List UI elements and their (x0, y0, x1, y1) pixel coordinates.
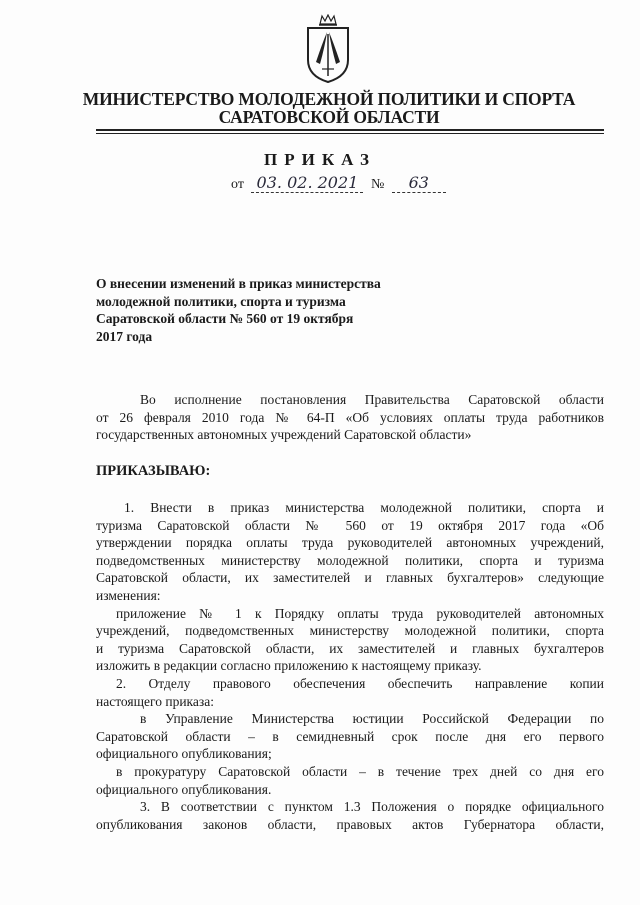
order-items (96, 499, 604, 833)
ministry-name-line1: МИНИСТЕРСТВО МОЛОДЕЖНОЙ ПОЛИТИКИ И СПОРТА (82, 89, 576, 109)
saratov-coat-of-arms-icon (300, 14, 356, 84)
item-line: официального опубликования; (96, 746, 272, 762)
order-title: ПРИКАЗ (264, 150, 376, 169)
item-line: учреждений, подведомственных министерству молодежной политики, спорта (96, 623, 604, 639)
preamble (96, 391, 604, 444)
subject-line: Саратовской области № 560 от 19 октября (96, 311, 354, 326)
item-line: в Управление Министерства юстиции Российской Федерации по (140, 711, 604, 727)
subject-line: молодежной политики, спорта и туризма (96, 293, 346, 309)
item-line: приложение № 1 к Порядку оплаты труда руководителей автономных (116, 605, 604, 621)
item-line: 1. Внести в приказ министерства молодежной политики, спорта и (124, 500, 604, 515)
subject-line: 2017 года (96, 328, 153, 344)
item-line: подведомственных министерству молодежной политики, спорта и туризма (96, 552, 604, 568)
item-line: в прокуратуру Саратовской области – в течение трех дней со дня его (116, 763, 604, 779)
ministry-name-line2: САРАТОВСКОЙ ОБЛАСТИ (218, 107, 440, 127)
item-line: Саратовской области, их заместителей и главных бухгалтеров» следующие (96, 570, 604, 586)
item-line: Саратовской области – в семидневный срок после дня его первого (96, 728, 604, 744)
item-line: утверждении порядка оплаты труда руководителей автономных учреждений, (96, 535, 604, 551)
item-line: 3. В соответствии с пунктом 1.3 Положения о порядке официального (140, 799, 604, 815)
item-line: туризма Саратовской области № 560 от 19 октября 2017 года «Об (96, 517, 604, 533)
header-rule (96, 129, 604, 131)
date-prefix: от (231, 177, 244, 192)
order-date: 03. 02. 2021 (251, 173, 363, 193)
preamble-line: государственных автономных учреждений Саратовской области» (96, 427, 472, 443)
orders-heading: ПРИКАЗЫВАЮ: (96, 463, 211, 479)
order-subject (96, 275, 436, 345)
order-date-line (231, 173, 446, 195)
header-rule-thin (96, 133, 604, 134)
item-line: и туризма Саратовской области, их заместителей и главных бухгалтеров (96, 640, 604, 656)
item-line: 2. Отделу правового обеспечения обеспечить направление копии (116, 675, 604, 691)
item-line: изложить в редакции согласно приложению к настоящему приказу. (96, 658, 482, 674)
item-line: опубликования законов области, правовых актов Губернатора области, (96, 816, 604, 832)
number-prefix: № (370, 177, 385, 192)
subject-line: О внесении изменений в приказ министерства (96, 276, 381, 291)
order-number: 63 (392, 173, 446, 193)
preamble-line: от 26 февраля 2010 года № 64-П «Об условиях оплаты труда работников (96, 409, 604, 425)
preamble-line: Во исполнение постановления Правительства Саратовской области (140, 392, 604, 407)
item-line: настоящего приказа: (96, 693, 214, 709)
item-line: изменения: (96, 587, 161, 603)
item-line: официального опубликования. (96, 781, 272, 797)
